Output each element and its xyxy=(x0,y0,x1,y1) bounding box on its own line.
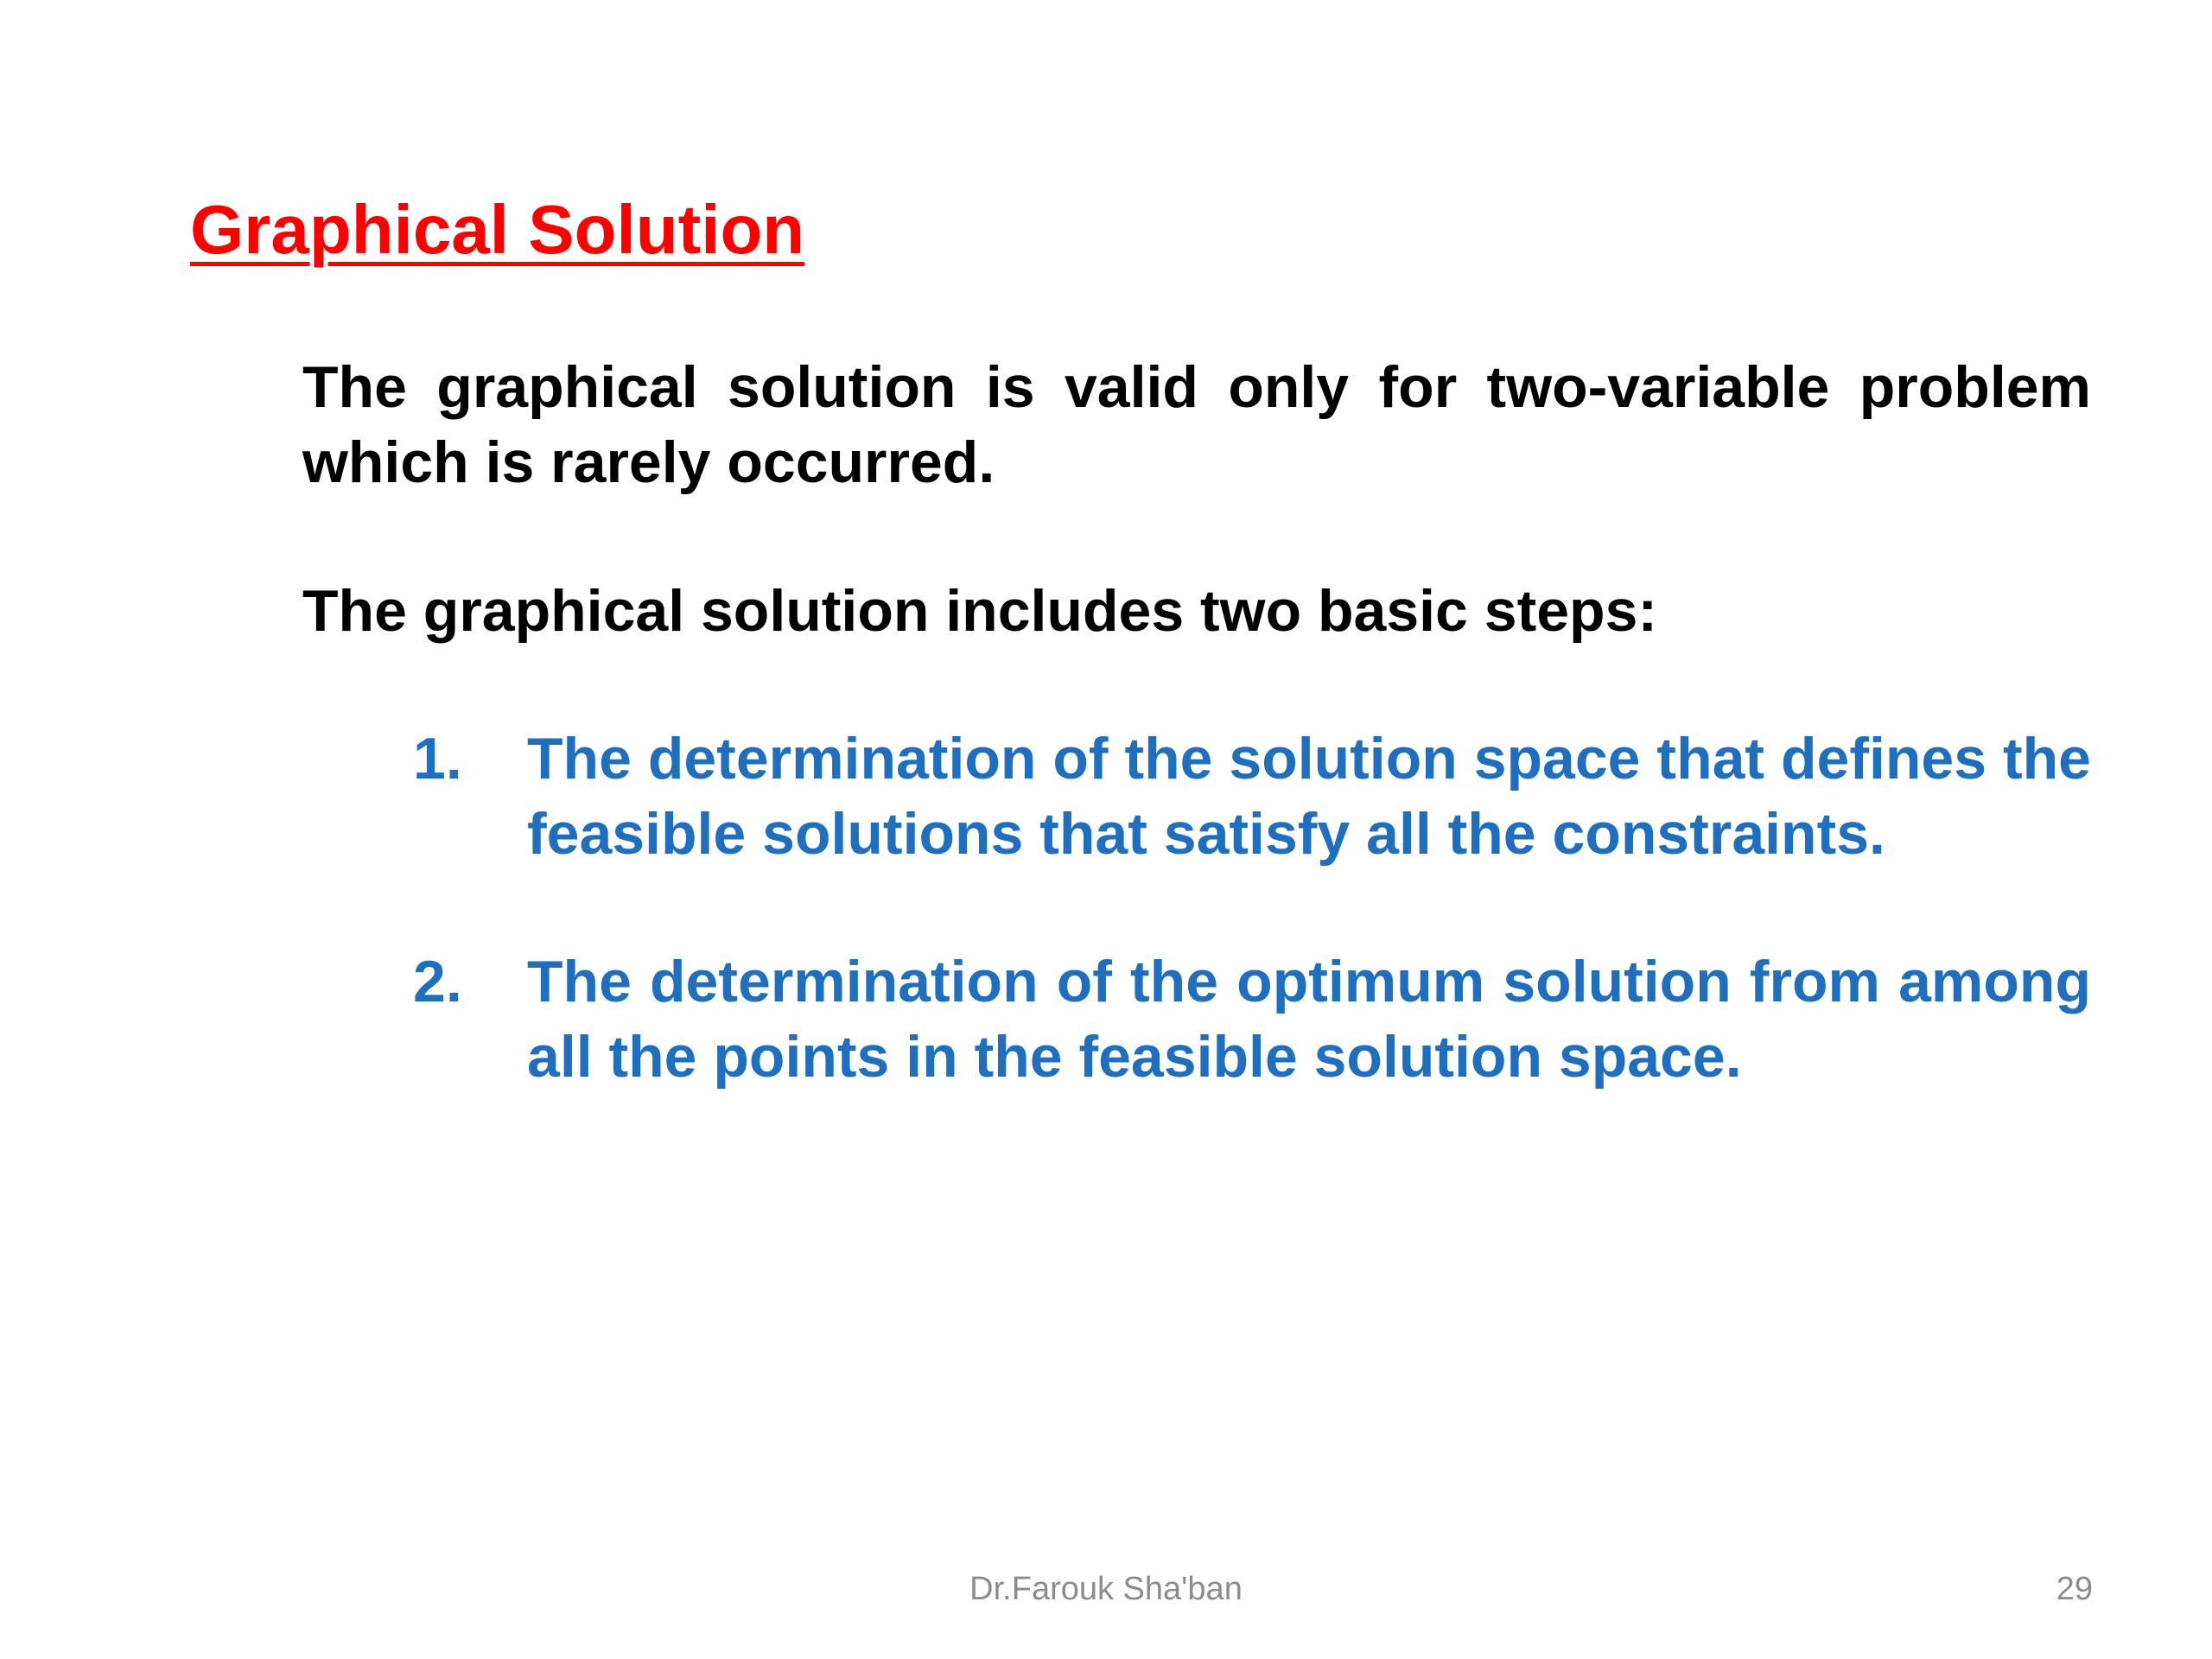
step-text: The determination of the optimum solution from among all the points in the feasible solution space. xyxy=(527,949,2091,1090)
page-number: 29 xyxy=(2056,1571,2093,1607)
footer-author: Dr.Farouk Sha'ban xyxy=(969,1571,1243,1607)
slide-title: Graphical Solution xyxy=(190,191,805,268)
step-number: 1. xyxy=(413,726,462,791)
step-item xyxy=(302,721,2091,872)
steps-list xyxy=(302,721,2091,1167)
intro-paragraph: The graphical solution is valid only for two-variable problem which is rarely occurred. xyxy=(302,354,2091,495)
step-number: 2. xyxy=(413,949,462,1014)
step-item xyxy=(302,944,2091,1095)
steps-intro-paragraph: The graphical solution includes two basic steps: xyxy=(302,578,1658,644)
step-text: The determination of the solution space that defines the feasible solutions that satisfy all the constraints. xyxy=(527,726,2091,867)
